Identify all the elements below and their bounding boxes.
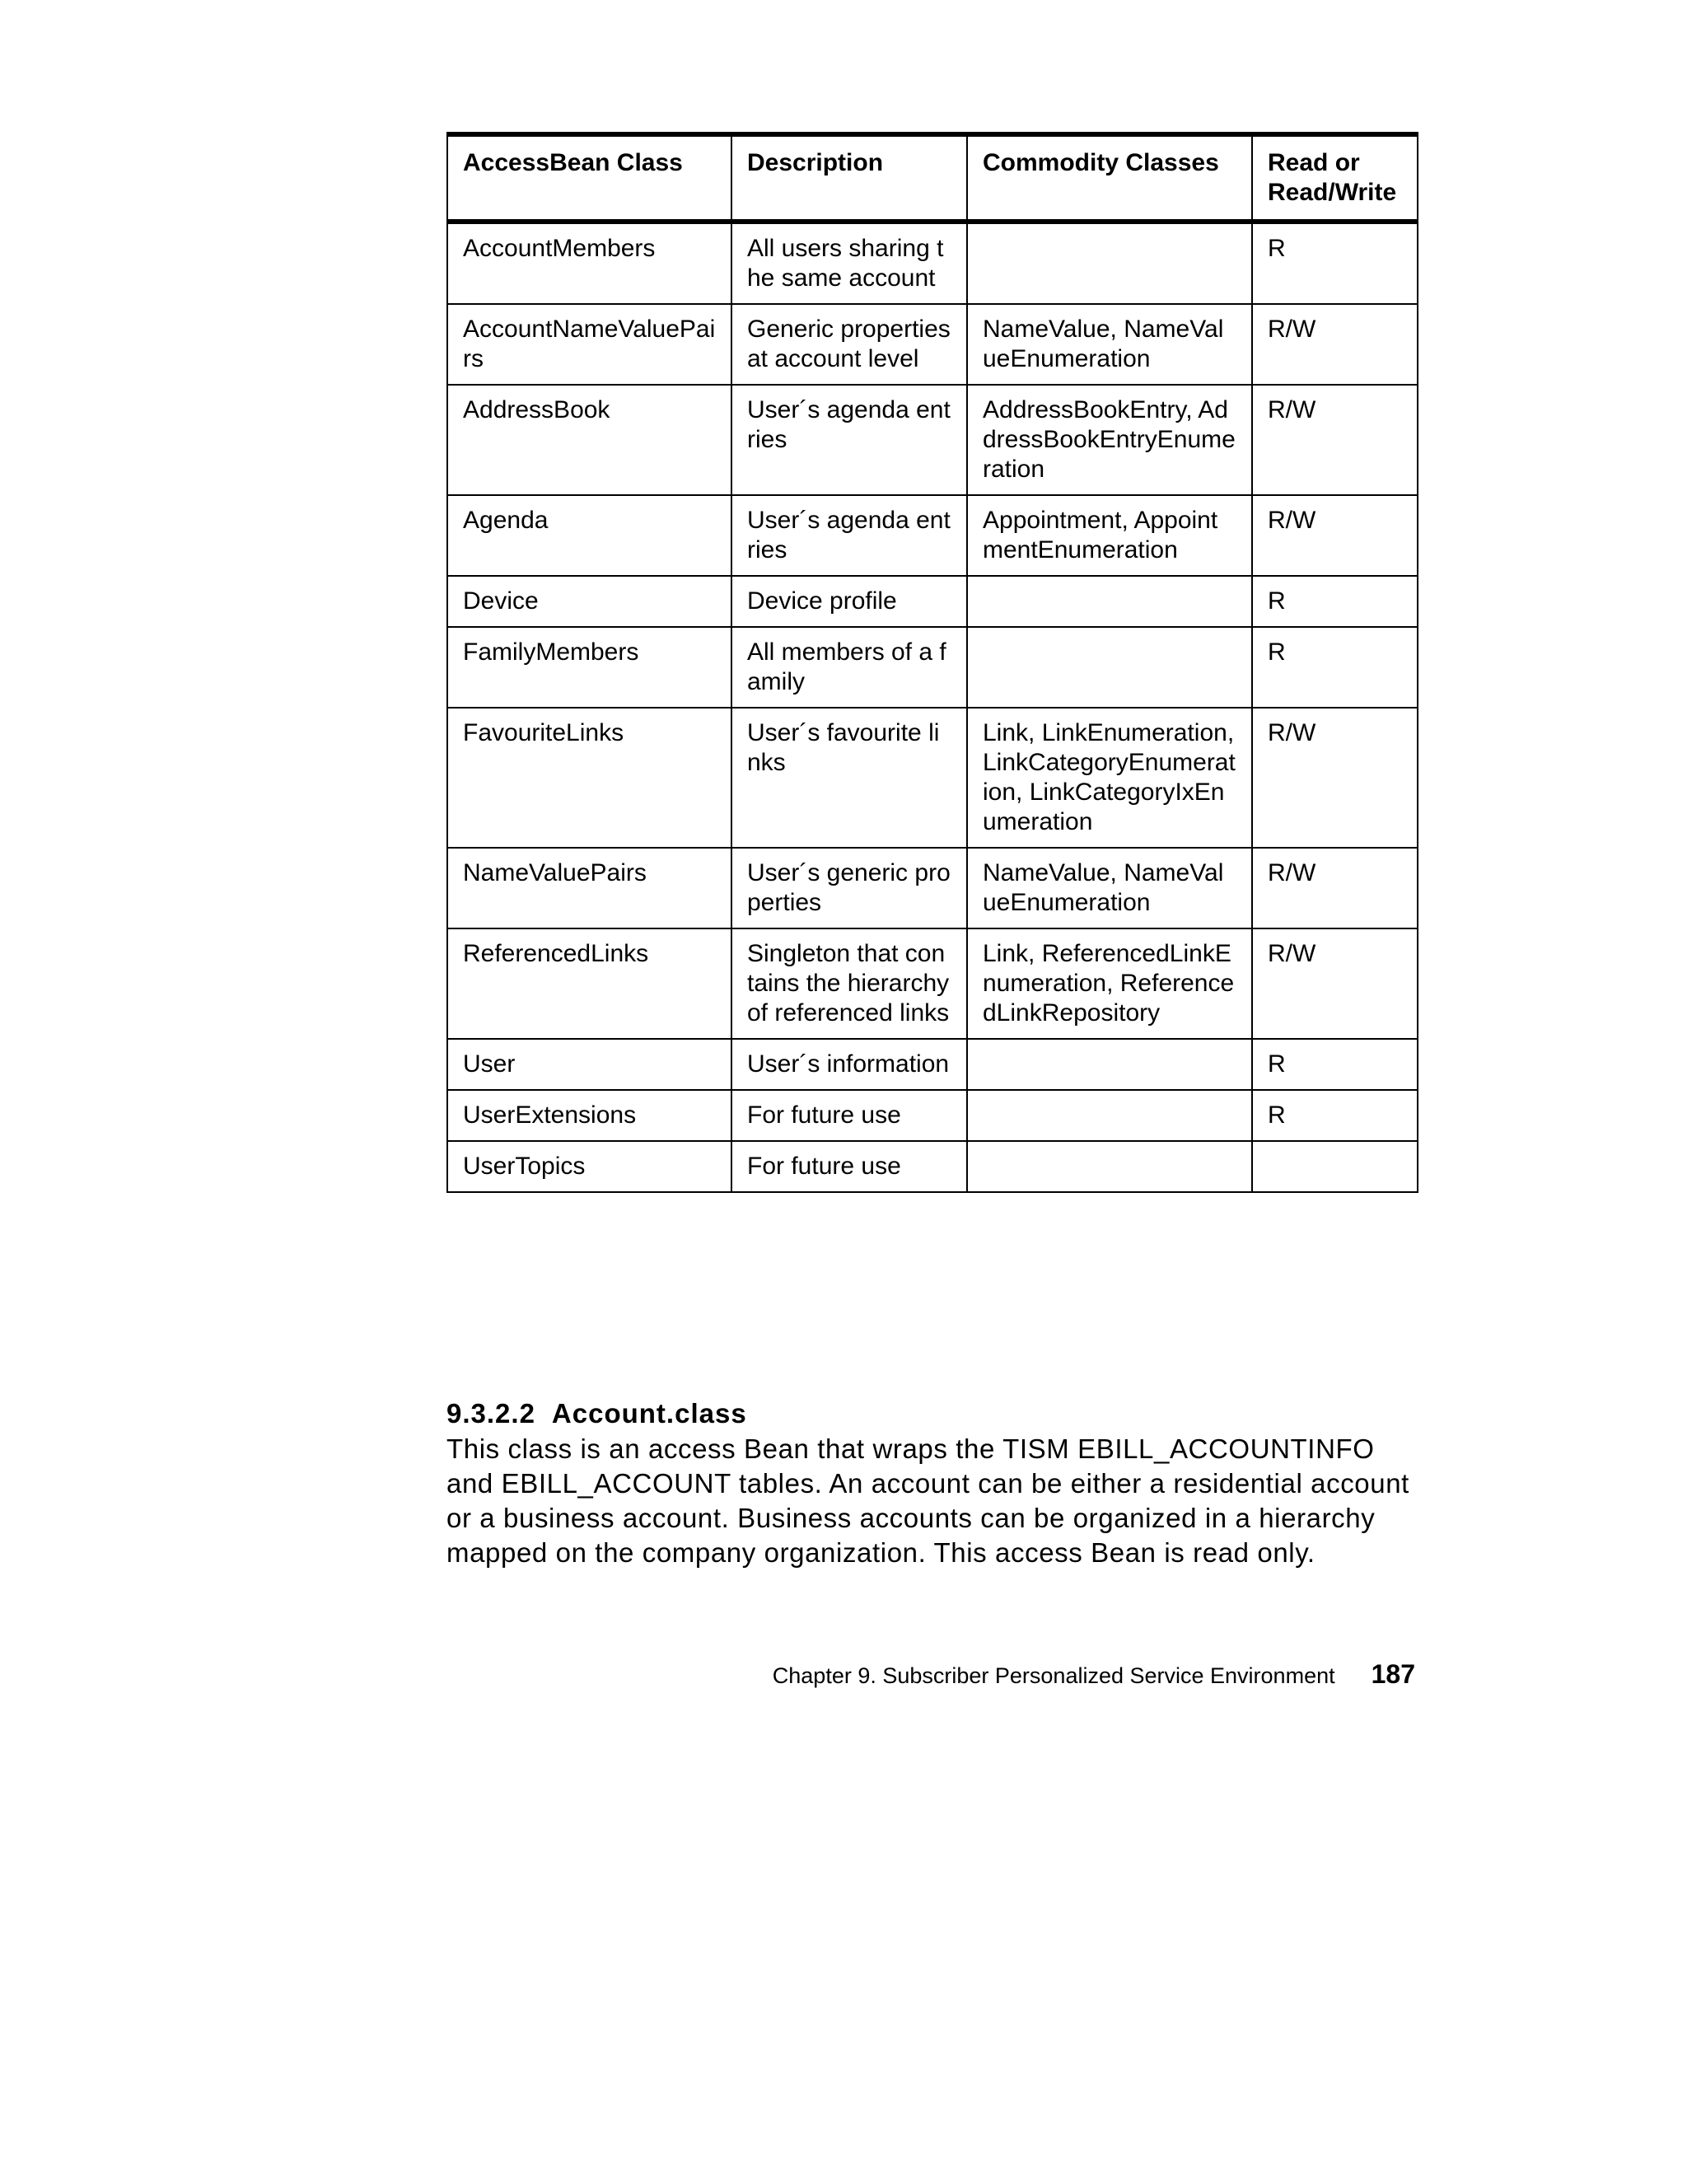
footer-chapter-title: Chapter 9. Subscriber Personalized Service Environment [772, 1663, 1335, 1688]
cell-description: Singleton that contains the hierarchy of referenced links [731, 928, 967, 1039]
cell-read-write: R [1252, 576, 1418, 627]
cell-read-write: R/W [1252, 385, 1418, 495]
cell-accessbean-class: AccountNameValuePairs [447, 304, 731, 385]
cell-accessbean-class: AddressBook [447, 385, 731, 495]
page-number: 187 [1371, 1659, 1415, 1689]
cell-description: User´s agenda entries [731, 495, 967, 576]
column-header-commodity-classes: Commodity Classes [967, 134, 1252, 222]
table-header-row [447, 134, 1418, 222]
cell-description: For future use [731, 1141, 967, 1192]
column-header-accessbean-class: AccessBean Class [447, 134, 731, 222]
table-row [447, 222, 1418, 304]
cell-commodity-classes: NameValue, NameValueEnumeration [967, 848, 1252, 928]
table-row [447, 1039, 1418, 1090]
cell-read-write: R [1252, 1090, 1418, 1141]
cell-read-write: R/W [1252, 848, 1418, 928]
accessbean-table [446, 132, 1418, 1193]
table-row [447, 495, 1418, 576]
table-row [447, 708, 1418, 848]
cell-accessbean-class: User [447, 1039, 731, 1090]
cell-read-write: R/W [1252, 708, 1418, 848]
cell-accessbean-class: AccountMembers [447, 222, 731, 304]
page-footer [446, 1659, 1415, 1690]
cell-accessbean-class: UserTopics [447, 1141, 731, 1192]
cell-commodity-classes: AddressBookEntry, AddressBookEntryEnumeration [967, 385, 1252, 495]
table-row [447, 848, 1418, 928]
cell-read-write: R/W [1252, 928, 1418, 1039]
cell-commodity-classes [967, 627, 1252, 708]
cell-commodity-classes: NameValue, NameValueEnumeration [967, 304, 1252, 385]
cell-description: All members of a family [731, 627, 967, 708]
cell-accessbean-class: UserExtensions [447, 1090, 731, 1141]
column-header-description: Description [731, 134, 967, 222]
cell-read-write [1252, 1141, 1418, 1192]
cell-read-write: R [1252, 222, 1418, 304]
cell-commodity-classes: Link, ReferencedLinkEnumeration, ReferencedLinkRepository [967, 928, 1252, 1039]
cell-accessbean-class: FavouriteLinks [447, 708, 731, 848]
cell-read-write: R/W [1252, 304, 1418, 385]
cell-commodity-classes: Link, LinkEnumeration, LinkCategoryEnumeration, LinkCategoryIxEnumeration [967, 708, 1252, 848]
cell-read-write: R [1252, 1039, 1418, 1090]
cell-description: For future use [731, 1090, 967, 1141]
cell-description: User´s information [731, 1039, 967, 1090]
cell-accessbean-class: NameValuePairs [447, 848, 731, 928]
cell-commodity-classes: Appointment, AppointmentEnumeration [967, 495, 1252, 576]
cell-commodity-classes [967, 1141, 1252, 1192]
cell-read-write: R/W [1252, 495, 1418, 576]
cell-description: User´s agenda entries [731, 385, 967, 495]
cell-commodity-classes [967, 1039, 1252, 1090]
section-body-paragraph: This class is an access Bean that wraps the TISM EBILL_ACCOUNTINFO and EBILL_ACCOUNT tables. An account can be either a residential account or a business account. Business accounts can be organized in a hierarchy mapped on the company organization. This access Bean is read only. [446, 1433, 1409, 1568]
column-header-read-write: Read or Read/Write [1252, 134, 1418, 222]
section-title: Account.class [551, 1398, 747, 1429]
table-row [447, 627, 1418, 708]
cell-commodity-classes [967, 576, 1252, 627]
section-heading [446, 1397, 747, 1430]
table-row [447, 928, 1418, 1039]
cell-accessbean-class: Agenda [447, 495, 731, 576]
cell-accessbean-class: ReferencedLinks [447, 928, 731, 1039]
cell-description: User´s generic properties [731, 848, 967, 928]
table-row [447, 304, 1418, 385]
table-row [447, 385, 1418, 495]
cell-accessbean-class: FamilyMembers [447, 627, 731, 708]
cell-description: User´s favourite links [731, 708, 967, 848]
cell-description: All users sharing the same account [731, 222, 967, 304]
cell-accessbean-class: Device [447, 576, 731, 627]
table-row [447, 1090, 1418, 1141]
section-number: 9.3.2.2 [446, 1398, 535, 1429]
cell-commodity-classes [967, 1090, 1252, 1141]
cell-description: Device profile [731, 576, 967, 627]
cell-description: Generic properties at account level [731, 304, 967, 385]
cell-read-write: R [1252, 627, 1418, 708]
cell-commodity-classes [967, 222, 1252, 304]
table-row [447, 1141, 1418, 1192]
table-row [447, 576, 1418, 627]
